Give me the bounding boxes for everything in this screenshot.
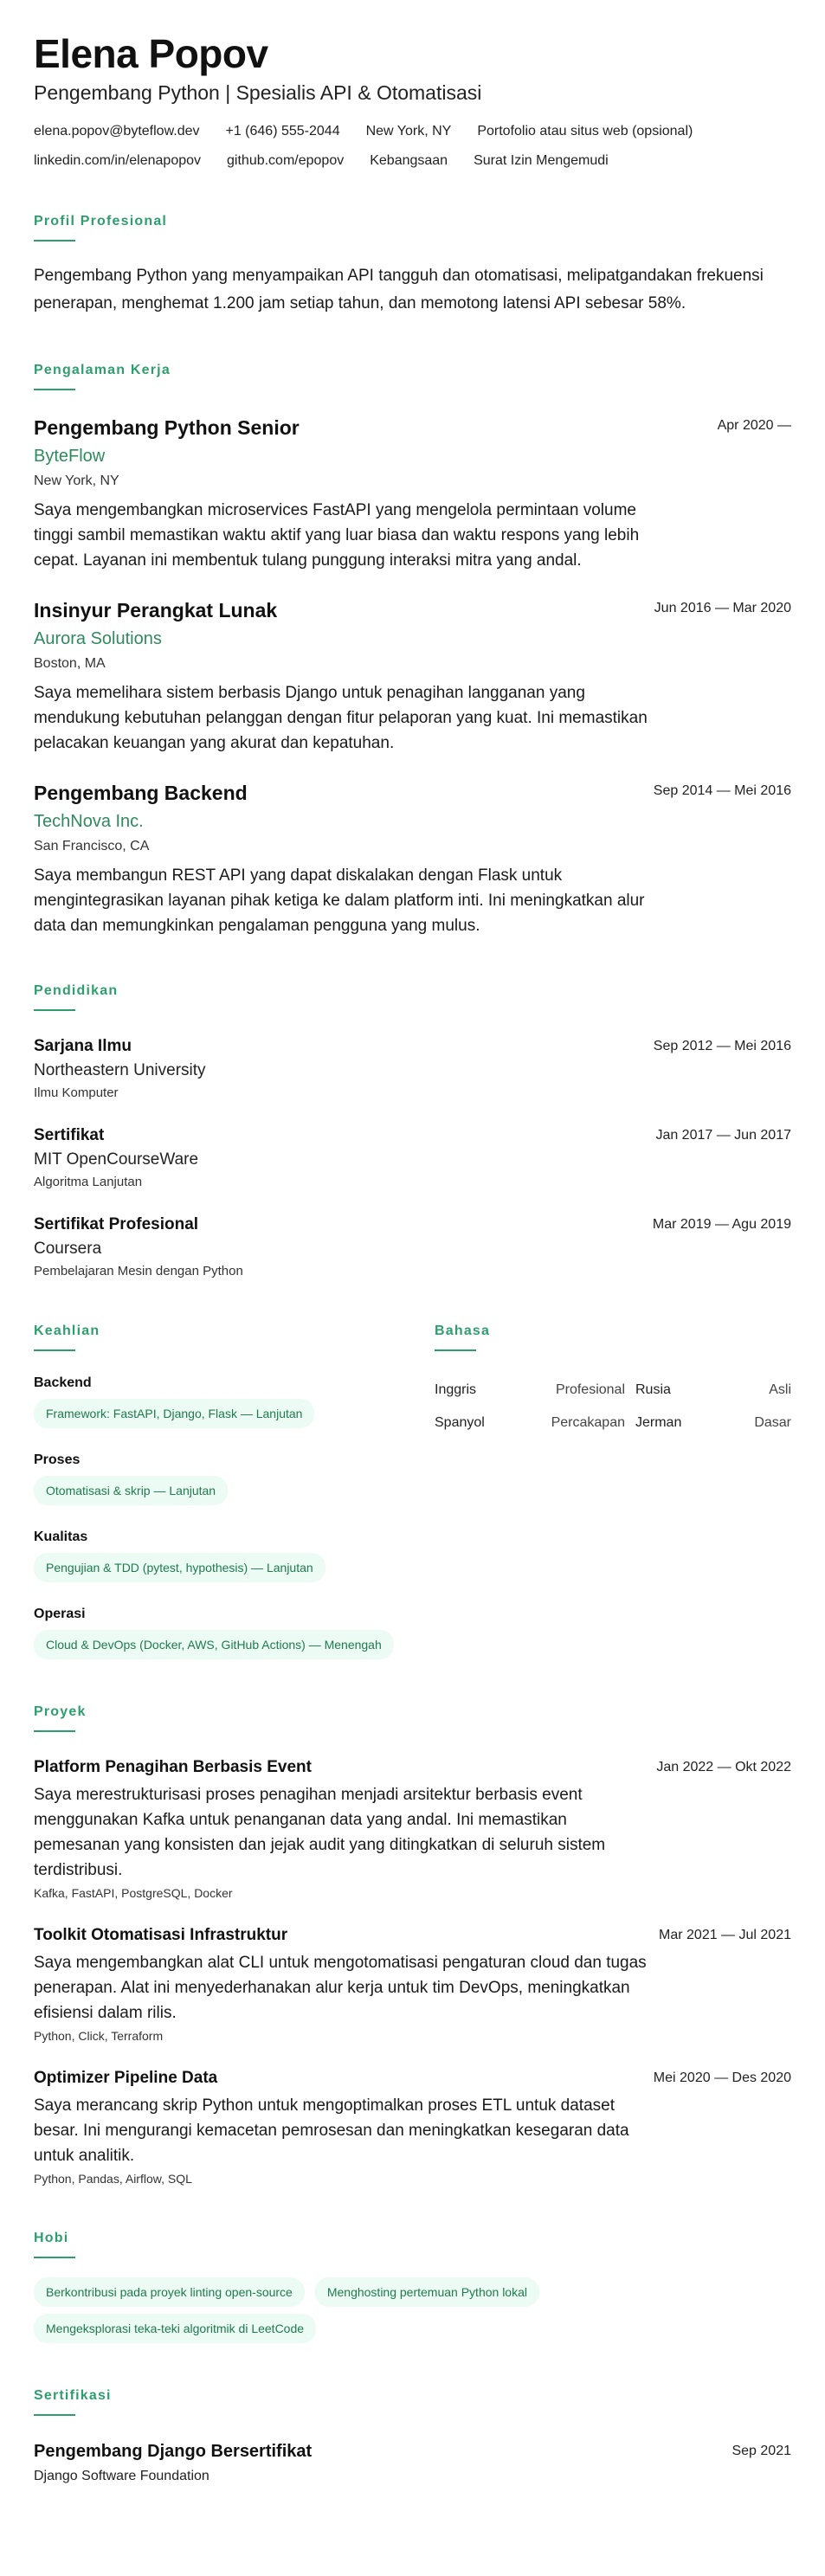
skill-group <box>34 1607 424 1659</box>
certification-issuer: Django Software Foundation <box>34 2469 209 2484</box>
section-divider <box>34 2414 75 2416</box>
language-name: Jerman <box>635 1415 682 1431</box>
section-title-education: Pendidikan <box>34 983 119 999</box>
contact-linkedin[interactable]: linkedin.com/in/elenapopov <box>34 153 202 169</box>
section-divider <box>34 2257 75 2258</box>
languages-section <box>435 1323 791 1659</box>
section-divider <box>34 1730 75 1732</box>
resume-header <box>34 33 791 169</box>
hobby-chip: Mengeksplorasi teka-teki algoritmik di LeetCode <box>34 2314 316 2343</box>
education-school: Coursera <box>34 1240 102 1259</box>
education-entry <box>34 1126 791 1189</box>
project-tech-stack: Kafka, FastAPI, PostgreSQL, Docker <box>34 1886 233 1901</box>
project-entry <box>34 2069 791 2186</box>
education-degree: Sertifikat Profesional <box>34 1215 199 1234</box>
section-title-projects: Proyek <box>34 1704 87 1720</box>
section-divider <box>34 389 75 390</box>
project-tech-stack: Python, Click, Terraform <box>34 2029 164 2044</box>
project-date: Mar 2021 — Jul 2021 <box>659 1928 791 1943</box>
skill-group-name: Backend <box>34 1375 92 1391</box>
candidate-name: Elena Popov <box>34 31 268 76</box>
skill-group <box>34 1452 424 1505</box>
skill-group <box>34 1375 424 1428</box>
section-title-certifications: Sertifikasi <box>34 2388 112 2404</box>
skill-group-name: Operasi <box>34 1607 86 1622</box>
experience-role: Insinyur Perangkat Lunak <box>34 599 278 622</box>
experience-role: Pengembang Backend <box>34 782 248 805</box>
experience-date: Sep 2014 — Mei 2016 <box>653 783 791 799</box>
languages-table <box>435 1374 791 1439</box>
language-name: Spanyol <box>435 1415 485 1431</box>
candidate-headline: Pengembang Python | Spesialis API & Otomatisasi <box>34 81 482 105</box>
projects-section <box>34 1704 791 2186</box>
section-divider <box>34 240 75 242</box>
project-date: Mei 2020 — Des 2020 <box>653 2070 791 2086</box>
project-date: Jan 2022 — Okt 2022 <box>656 1760 791 1775</box>
experience-entry <box>34 416 791 573</box>
education-school: MIT OpenCourseWare <box>34 1150 199 1169</box>
experience-entry <box>34 599 791 756</box>
section-title-languages: Bahasa <box>435 1323 491 1339</box>
experience-date: Apr 2020 — <box>717 418 791 434</box>
experience-company: TechNova Inc. <box>34 812 144 832</box>
language-level: Percakapan <box>551 1415 625 1431</box>
certification-date: Sep 2021 <box>732 2444 791 2459</box>
project-entry <box>34 1926 791 2043</box>
skill-group <box>34 1530 424 1582</box>
project-name: Optimizer Pipeline Data <box>34 2069 218 2088</box>
experience-entry <box>34 782 791 938</box>
contact-driving-license: Surat Izin Mengemudi <box>474 153 609 169</box>
certifications-section <box>34 2388 791 2484</box>
education-field: Ilmu Komputer <box>34 1085 119 1101</box>
language-name: Inggris <box>435 1382 477 1398</box>
language-level: Dasar <box>754 1415 791 1431</box>
education-entry <box>34 1037 791 1100</box>
project-description: Saya merestrukturisasi proses penagihan menjadi arsitektur berbasis event menggunakan Kafka untuk penanganan data yang andal. Ini memastikan pemesanan yang konsisten dan jejak audit yang ditingkatkan di seluruh sistem terdistribusi. <box>34 1786 606 1880</box>
summary-section <box>34 214 791 318</box>
experience-description: Saya membangun REST API yang dapat diskalakan dengan Flask untuk mengintegrasikan layanan pihak ketiga ke dalam platform inti. Ini meningkatkan alur data dan memungkinkan pengalaman pengguna yang mulus. <box>34 866 645 936</box>
contact-portfolio[interactable]: Portofolio atau situs web (opsional) <box>477 124 693 139</box>
hobby-chip-list <box>34 2277 640 2343</box>
project-name: Toolkit Otomatisasi Infrastruktur <box>34 1926 288 1945</box>
contact-nationality: Kebangsaan <box>370 153 448 169</box>
contact-location: New York, NY <box>365 124 452 139</box>
education-entry <box>34 1215 791 1278</box>
project-entry <box>34 1758 791 1900</box>
section-title-experience: Pengalaman Kerja <box>34 363 171 378</box>
language-name: Rusia <box>635 1382 671 1398</box>
certification-name: Pengembang Django Bersertifikat <box>34 2442 313 2462</box>
contact-phone[interactable]: +1 (646) 555-2044 <box>225 124 340 139</box>
education-degree: Sertifikat <box>34 1126 105 1145</box>
education-field: Algoritma Lanjutan <box>34 1175 143 1190</box>
experience-role: Pengembang Python Senior <box>34 416 300 440</box>
language-level: Profesional <box>555 1382 625 1398</box>
skills-section <box>34 1323 424 1659</box>
project-tech-stack: Python, Pandas, Airflow, SQL <box>34 2172 192 2186</box>
experience-company: ByteFlow <box>34 447 106 467</box>
contact-row-primary <box>34 124 791 139</box>
experience-location: Boston, MA <box>34 656 106 672</box>
section-divider <box>435 1349 476 1351</box>
education-degree: Sarjana Ilmu <box>34 1037 132 1056</box>
skill-chip: Framework: FastAPI, Django, Flask — Lanjutan <box>34 1399 314 1428</box>
hobby-chip: Berkontribusi pada proyek linting open-source <box>34 2277 305 2307</box>
skill-chip: Pengujian & TDD (pytest, hypothesis) — Lanjutan <box>34 1553 325 1582</box>
skill-group-name: Proses <box>34 1452 81 1468</box>
hobby-chip: Menghosting pertemuan Python lokal <box>315 2277 539 2307</box>
contact-row-secondary <box>34 153 791 169</box>
section-title-summary: Profil Profesional <box>34 214 168 229</box>
education-school: Northeastern University <box>34 1061 206 1080</box>
language-level: Asli <box>769 1382 791 1398</box>
project-description: Saya mengembangkan alat CLI untuk mengotomatisasi pengaturan cloud dan tugas penerapan. Alat ini menyederhanakan alur kerja untuk tim DevOps, meningkatkan efisiensi dalam rilis. <box>34 1954 647 2023</box>
education-date: Mar 2019 — Agu 2019 <box>652 1217 791 1233</box>
contact-email[interactable]: elena.popov@byteflow.dev <box>34 124 200 139</box>
experience-company: Aurora Solutions <box>34 629 162 649</box>
language-row <box>435 1407 791 1439</box>
project-description: Saya merancang skrip Python untuk mengoptimalkan proses ETL untuk dataset besar. Ini mengurangi kemacetan pemrosesan dan meningkatkan kesegaran data untuk analitik. <box>34 2096 629 2166</box>
language-row <box>435 1374 791 1407</box>
education-date: Jan 2017 — Jun 2017 <box>655 1128 791 1143</box>
section-divider <box>34 1349 75 1351</box>
summary-text: Pengembang Python yang menyampaikan API tangguh dan otomatisasi, melipatgandakan frekuensi penerapan, menghemat 1.200 jam setiap tahun, dan memotong latensi API sebesar 58%. <box>34 267 764 313</box>
skills-languages-row <box>34 1323 791 1659</box>
section-title-hobbies: Hobi <box>34 2231 69 2246</box>
education-section <box>34 983 791 1278</box>
hobbies-section <box>34 2231 791 2343</box>
certification-entry <box>34 2442 791 2484</box>
experience-location: New York, NY <box>34 473 119 489</box>
experience-date: Jun 2016 — Mar 2020 <box>654 601 791 616</box>
experience-description: Saya memelihara sistem berbasis Django untuk penagihan langganan yang mendukung kebutuhan pelanggan dengan fitur pelaporan yang kuat. Ini memastikan pelacakan keuangan yang akurat dan kepatuhan. <box>34 684 648 753</box>
section-divider <box>34 1009 75 1011</box>
section-title-skills: Keahlian <box>34 1323 100 1339</box>
skill-group-name: Kualitas <box>34 1530 88 1545</box>
contact-github[interactable]: github.com/epopov <box>227 153 345 169</box>
education-date: Sep 2012 — Mei 2016 <box>653 1039 791 1054</box>
experience-section <box>34 363 791 938</box>
skill-chip: Cloud & DevOps (Docker, AWS, GitHub Actions) — Menengah <box>34 1630 394 1659</box>
project-name: Platform Penagihan Berbasis Event <box>34 1758 312 1777</box>
skill-chip: Otomatisasi & skrip — Lanjutan <box>34 1476 228 1505</box>
experience-description: Saya mengembangkan microservices FastAPI yang mengelola permintaan volume tinggi sambil memastikan waktu aktif yang luar biasa dan waktu respons yang lebih cepat. Layanan ini membentuk tulang punggung interaksi mitra yang andal. <box>34 501 640 570</box>
experience-location: San Francisco, CA <box>34 839 150 854</box>
education-field: Pembelajaran Mesin dengan Python <box>34 1264 243 1279</box>
